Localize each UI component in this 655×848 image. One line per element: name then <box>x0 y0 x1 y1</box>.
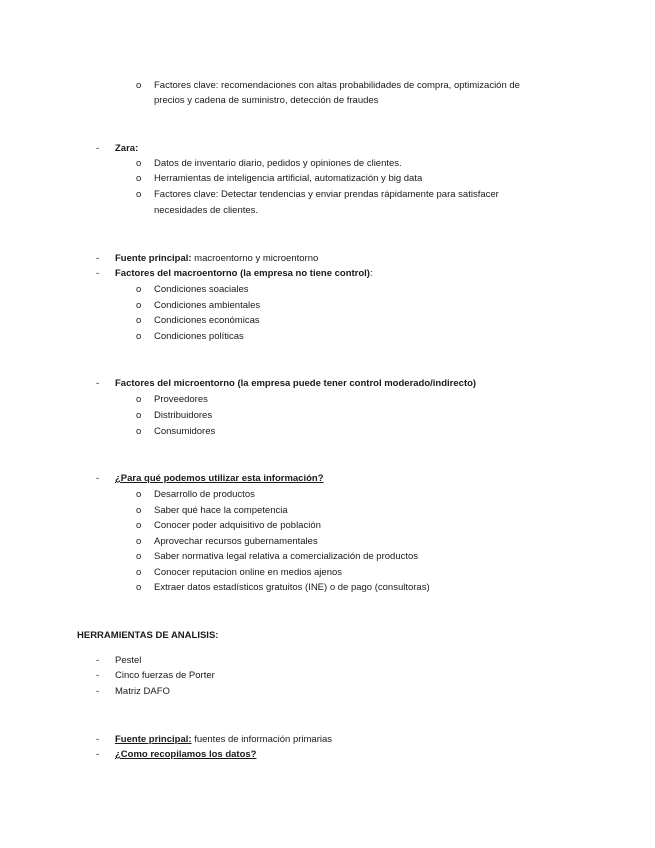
uso-item-5: Saber normativa legal relativa a comercialización de productos <box>154 551 419 562</box>
bullet: o <box>136 189 142 200</box>
dash: - <box>96 378 100 389</box>
uso-item-3: Conocer poder adquisitivo de población <box>154 520 321 531</box>
bullet: o <box>136 520 142 531</box>
bullet: o <box>136 394 142 405</box>
uso-item-1: Desarrollo de productos <box>154 489 255 500</box>
macro-item-4: Condiciones políticas <box>154 331 244 342</box>
macro-item-3: Condiciones económicas <box>154 315 260 326</box>
micro-item-2: Distribuidores <box>154 410 213 421</box>
uso-title: ¿Para qué podemos utilizar esta información? <box>115 473 324 484</box>
dash: - <box>96 655 100 666</box>
dash: - <box>96 749 100 760</box>
zara-title: Zara: <box>115 143 139 154</box>
micro-item-3: Consumidores <box>154 426 216 437</box>
factores-clave-line2: precios y cadena de suministro, detección de fraudes <box>154 95 379 106</box>
uso-item-6: Conocer reputacion online en medios ajenos <box>154 567 343 578</box>
bullet: o <box>136 315 142 326</box>
microentorno-title: Factores del microentorno (la empresa puede tener control moderado/indirecto) <box>115 378 477 389</box>
bullet: o <box>136 551 142 562</box>
zara-item-1: Datos de inventario diario, pedidos y opiniones de clientes. <box>154 158 402 169</box>
fuente-principal-primarias: Fuente principal: fuentes de información primarias <box>115 734 333 745</box>
bullet: o <box>136 158 142 169</box>
bullet: o <box>136 284 142 295</box>
zara-item-3-line2: necesidades de clientes. <box>154 205 259 216</box>
dash: - <box>96 473 100 484</box>
herramientas-heading: HERRAMIENTAS DE ANALISIS: <box>77 630 219 641</box>
bullet: o <box>136 567 142 578</box>
herramienta-item-1: Pestel <box>115 655 142 666</box>
bullet: o <box>136 410 142 421</box>
dash: - <box>96 268 100 279</box>
macro-item-1: Condiciones soaciales <box>154 284 249 295</box>
dash: - <box>96 253 100 264</box>
bullet: o <box>136 536 142 547</box>
dash: - <box>96 734 100 745</box>
bullet: o <box>136 489 142 500</box>
bullet: o <box>136 582 142 593</box>
bullet: o <box>136 300 142 311</box>
dash: - <box>96 143 100 154</box>
bullet: o <box>136 173 142 184</box>
bullet: o <box>136 426 142 437</box>
uso-item-2: Saber qué hace la competencia <box>154 505 288 516</box>
dash: - <box>96 686 100 697</box>
zara-item-2: Herramientas de inteligencia artificial, automatización y big data <box>154 173 423 184</box>
macro-item-2: Condiciones ambientales <box>154 300 261 311</box>
macroentorno-title: Factores del macroentorno (la empresa no tiene control): <box>115 268 373 279</box>
fuente-principal-macro: Fuente principal: macroentorno y microentorno <box>115 253 319 264</box>
bullet: o <box>136 331 142 342</box>
factores-clave-line1: Factores clave: recomendaciones con altas probabilidades de compra, optimización de <box>154 80 520 91</box>
uso-item-7: Extraer datos estadísticos gratuitos (INE) o de pago (consultoras) <box>154 582 430 593</box>
herramienta-item-3: Matriz DAFO <box>115 686 170 697</box>
bullet: o <box>136 505 142 516</box>
zara-item-3: Factores clave: Detectar tendencias y enviar prendas rápidamente para satisfacer <box>154 189 499 200</box>
recopilamos-question: ¿Como recopilamos los datos? <box>115 749 257 760</box>
herramienta-item-2: Cinco fuerzas de Porter <box>115 670 215 681</box>
dash: - <box>96 670 100 681</box>
uso-item-4: Aprovechar recursos gubernamentales <box>154 536 318 547</box>
bullet: o <box>136 80 142 91</box>
micro-item-1: Proveedores <box>154 394 208 405</box>
